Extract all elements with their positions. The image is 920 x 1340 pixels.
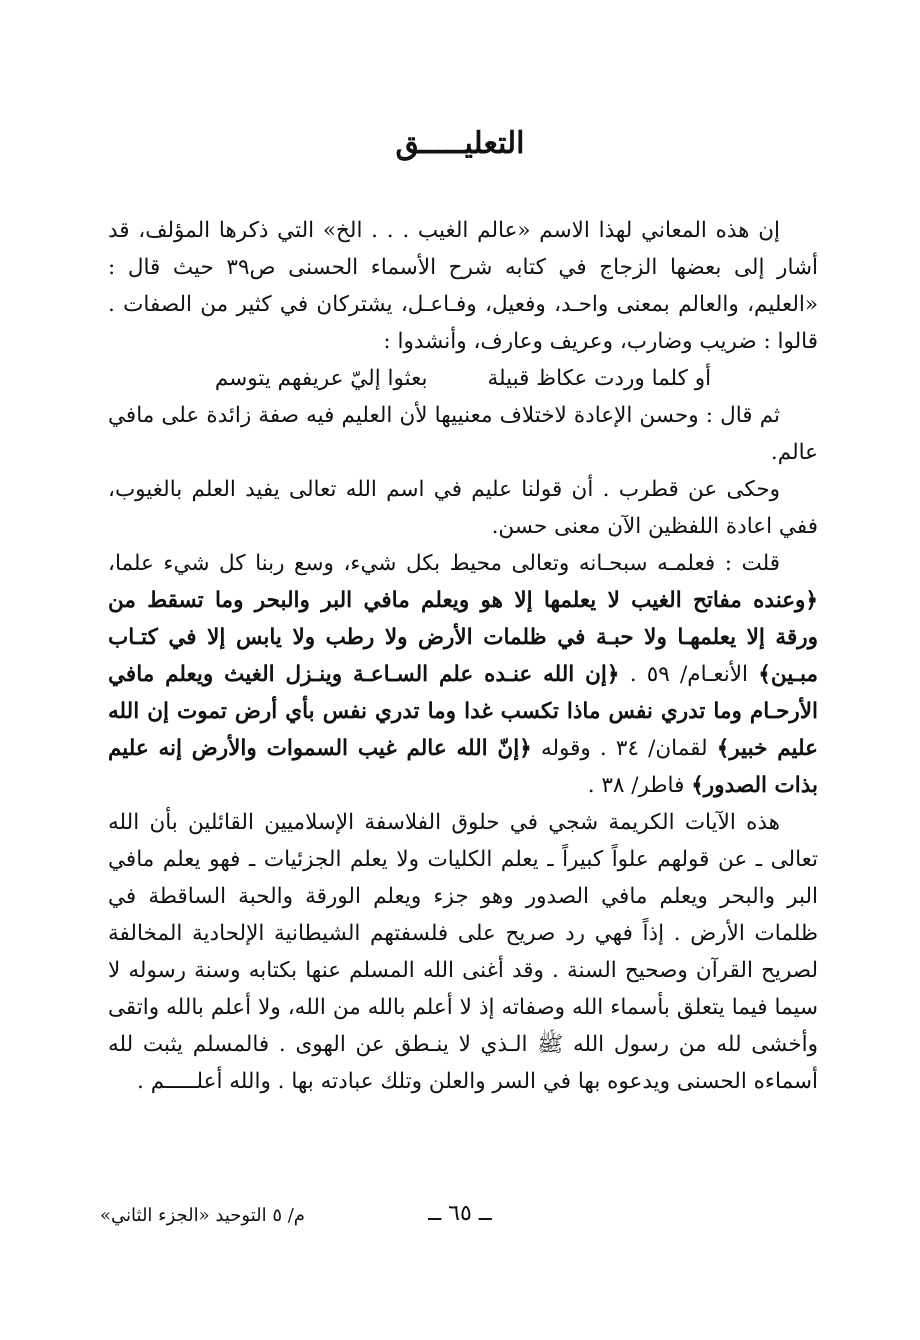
page-number: ــ ٦٥ ــ — [428, 1201, 492, 1226]
paragraph-3: وحكى عن قطرب . أن قولنا عليم في اسم الله تعالى يفيد العلم بالغيوب، ففي اعادة اللفظين الآن معنى حسن. — [108, 477, 818, 539]
page-title: التعليـــــق — [395, 126, 525, 161]
paragraph-2: ثم قال : وحسن الإعادة لاختلاف معنييها لأن العليم فيه صفة زائدة على مافي عالم. — [108, 403, 818, 465]
paragraph-1: إن هذه المعاني لهذا الاسم «عالم الغيب . . . الخ» التي ذكرها المؤلف، قد أشار إلى بعضها الزجاج في كتابه شرح الأسماء الحسنى ص٣٩ حيث قال : «العليم، والعالم بمعنى واحـد، وفعيل، وفـاعـل، يشتركان في كثير من الصفات . قالوا : ضريب وضارب، وعريف وعارف، وأنشدوا : — [108, 218, 818, 354]
poetry-verse — [108, 360, 818, 397]
paragraph-4 — [108, 545, 818, 804]
quran-verse-fatir: ﴿إنّ الله عالم غيب السموات والأرض إنه عليم بذات الصدور﴾ — [108, 736, 818, 798]
verse-first-hemistich: أو كلما وردت عكاظ قبيلة — [487, 366, 712, 391]
quran-verse-luqman: ﴿إن الله عنـده علم السـاعـة وينـزل الغيث ويعلم مافي الأرحـام وما تدري نفس ماذا تكسب غدا وما تدري نفس بأي أرض تموت إن الله عليم خبير﴾ — [108, 662, 818, 761]
paragraph-5: هذه الآيات الكريمة شجي في حلوق الفلاسفة الإسلاميين القائلين بأن الله تعالى ـ عن قولهم علواً كبيراً ـ يعلم الكليات ولا يعلم الجزئيات ـ فهو يعلم مافي البر والبحر ويعلم مافي الصدور وهو جزء ويعلم الورقة والحبة الساقطة في ظلمات الأرض . إذاً فهي رد صريح على فلسفتهم الشيطانية الإلحادية المخالفة لصريح القرآن وصحيح السنة . وقد أغنى الله المسلم عنها بكتابه وسنة رسوله لا سيما فيما يتعلق بأسماء الله وصفاته إذ لا أعلم بالله من الله، ولا أعلم بالله واتقى وأخشى لله من رسول الله ﷺ الـذي لا ينـطق عن الهوى . فالمسلم يثبت لله أسماءه الحسنى ويدعوه بها في السر والعلن وتلك عبادته بها . والله أعلـــــم . — [108, 810, 818, 1094]
commentary-body — [108, 212, 818, 1100]
reference-anam: الأنعـام/ ٥٩ . — [629, 662, 749, 687]
reference-luqman: لقمان/ ٣٤ . وقوله — [540, 736, 708, 761]
paragraph-4-intro: قلت : فعلمـه سبحـانه وتعالى محيط بكل شيء، وسع ربنا كل شيء علما، — [108, 551, 780, 576]
page-footer — [100, 1201, 820, 1245]
verse-second-hemistich: بعثوا إليّ عريفهم يتوسم — [214, 366, 428, 391]
reference-fatir: فاطر/ ٣٨ . — [587, 773, 685, 798]
quran-verse-anam: ﴿وعنده مفاتح الغيب لا يعلمها إلا هو ويعلم مافي البر والبحر وما تسقط من ورقة إلا يعلمهـا ولا حبـة في ظلمات الأرض ولا رطب ولا يابس إلا في كتـاب مبـين﴾ — [108, 588, 818, 687]
footer-signature: م/ ٥ التوحيد «الجزء الثاني» — [100, 1205, 305, 1226]
